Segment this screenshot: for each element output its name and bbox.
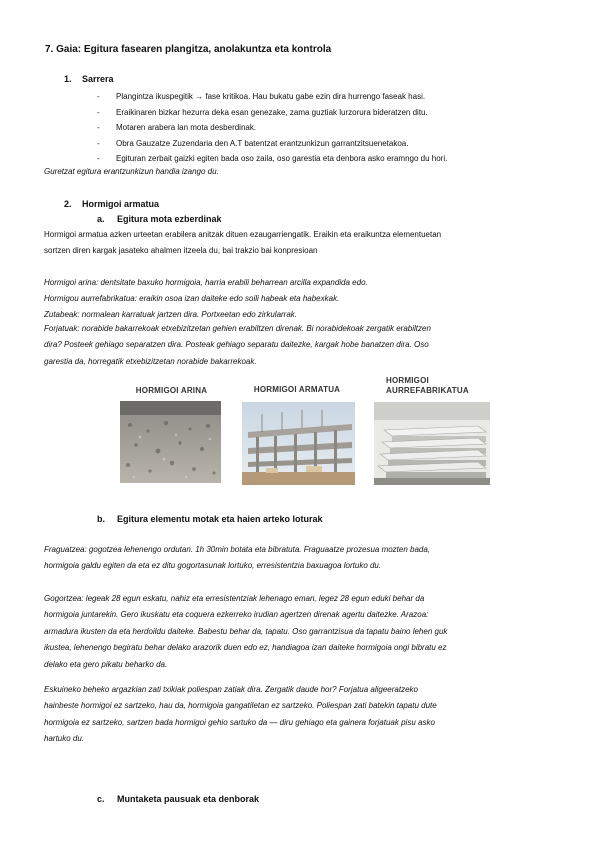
figure-label: HORMIGOI ARMATUA	[253, 385, 341, 394]
definition-hormigoi-arina: Hormigoi arina: dentsitate baxuko hormigoia, harria erabili beharrean arcilla expandida edo.	[44, 278, 368, 287]
forjatuak-paragraph: Forjatuak: norabide bakarrekoak etxebizitzetan gehien erabiltzen direnak. Bi norabidekoak zergatik erabiltzen dira? Posteek gehiago separatzen dira. Posteak gehiago separatu daitezke, kargak hobe banatzen dira. Oso garestia da, horregatik etxebizitzetan norabide bakarrekoak.	[44, 324, 431, 366]
figure-label: HORMIGOI AURREFABRIKATUA	[386, 376, 469, 395]
figure-label: HORMIGOI ARINA	[135, 386, 208, 395]
subsection-b-letter: b.	[97, 514, 105, 524]
section-1-title: Sarrera	[82, 74, 114, 84]
section-2-title: Hormigoi armatua	[82, 199, 160, 209]
list-item: - Obra Gauzatze Zuzendaria den A.T batentzat erantzunkizun garrantzitsuenetakoa.	[97, 138, 409, 148]
subsection-a-letter: a.	[97, 214, 105, 224]
fraguatzea-paragraph: Fraguatzea: gogotzea lehenengo ordutan. 1h 30min botata eta bibratuta. Fraguaatze prozesua mozten bada, hormigoia galdu egiten da eta ez ditu gogortasunak lortuko, erresistentzia baxuagoa lortuko du.	[44, 545, 431, 571]
reinforced-concrete-photo	[242, 402, 355, 485]
precast-slabs-photo	[374, 402, 490, 485]
section-1-heading	[64, 74, 114, 84]
definition-zutabeak: Zutabeak: normalean karratuak jartzen dira. Portxeetan edo zirkularrak.	[44, 310, 298, 319]
list-item: - Egituran zerbait gaizki egiten bada oso zaila, oso garestia eta denbora asko eramngo du hori.	[97, 154, 448, 164]
figure-hormigoi-arina	[120, 371, 223, 486]
list-item: - Motaren arabera lan mota desberdinak.	[97, 123, 257, 133]
subsection-a-heading	[97, 214, 222, 224]
subsection-c-letter: c.	[97, 794, 105, 804]
subsection-c-title: Muntaketa pausuak eta denborak	[117, 794, 260, 804]
sarrera-bullet-list	[97, 89, 567, 167]
intro-paragraph: Hormigoi armatua azken urteetan erabilera anitzak dituen ezaugarriengatik. Eraikin eta eraikuntza elementuetan sortzen diren kargak jasateko ahalmen itzeela du, bai trakzio bai konpresioan	[44, 230, 442, 256]
section-2-number: 2.	[64, 199, 72, 209]
lightweight-concrete-photo	[120, 401, 221, 483]
figure-hormigoi-aurrefabrikatua	[370, 371, 490, 486]
subsection-c-heading	[97, 794, 259, 804]
subsection-b-title: Egitura elementu motak eta haien arteko loturak	[117, 514, 323, 524]
subsection-a-title: Egitura mota ezberdinak	[117, 214, 222, 224]
concrete-types-figure	[120, 371, 490, 486]
figure-hormigoi-armatua	[238, 371, 356, 486]
sarrera-closing: Guretzat egitura erantzunkizun handia izango du.	[44, 167, 219, 176]
subsection-b-heading	[97, 514, 323, 524]
section-1-number: 1.	[64, 74, 72, 84]
definition-aurrefabrikatua: Hormigou aurrefabrikatua: eraikin osoa izan daiteke edo soili habeak eta habexkak.	[44, 294, 340, 303]
poliespan-paragraph: Eskuineko beheko argazkian zati txikiak poliespan zatiak dira. Zergatik daude hor? Forjatua aligeeratzeko hainbeste hormigoi ez sartzeko, hau da, hormigoia gangatiletan ez sartzeko. Poliespan zati batekin tapatu dute hormigoia ez sartzeko, sartzen bada hormigoi gehio sartuko da — diru gehiago eta gainera forjatuak pisu asko hartuko du.	[44, 685, 437, 744]
section-2-heading	[64, 199, 159, 209]
list-item: - Plangintza ikuspegitik → fase kritikoa. Hau bukatu gabe ezin dira hurrengo faseak hasi.	[97, 92, 426, 101]
gogortzea-paragraph: Gogortzea: legeak 28 egun eskatu, nahiz eta erresistentziak lehenago eman, legez 28 egun eduki behar da hormigoia juntarekin. Gero ikuskatu eta coquera ezkerreko irudian agertzen direnak agertu daitezke. Arazoa: armadura ikusten da eta herdoildu daiteke. Babestu behar da, tapatu. Oso garrantzisua da tapatu baino lehen guk ikustea, lehenengo begiratu behar delako arazorik duen edo ez, handiagoa izan daiteke hormigoia ongi bibratu ez delako eta gero pikatu beharko da.	[44, 594, 448, 669]
page-title: 7. Gaia: Egitura fasearen plangitza, anolakuntza eta kontrola	[45, 44, 332, 55]
list-item: - Eraikinaren bizkar hezurra deka esan genezake, zama guztiak lurzorura bideratzen ditu.	[97, 107, 428, 117]
